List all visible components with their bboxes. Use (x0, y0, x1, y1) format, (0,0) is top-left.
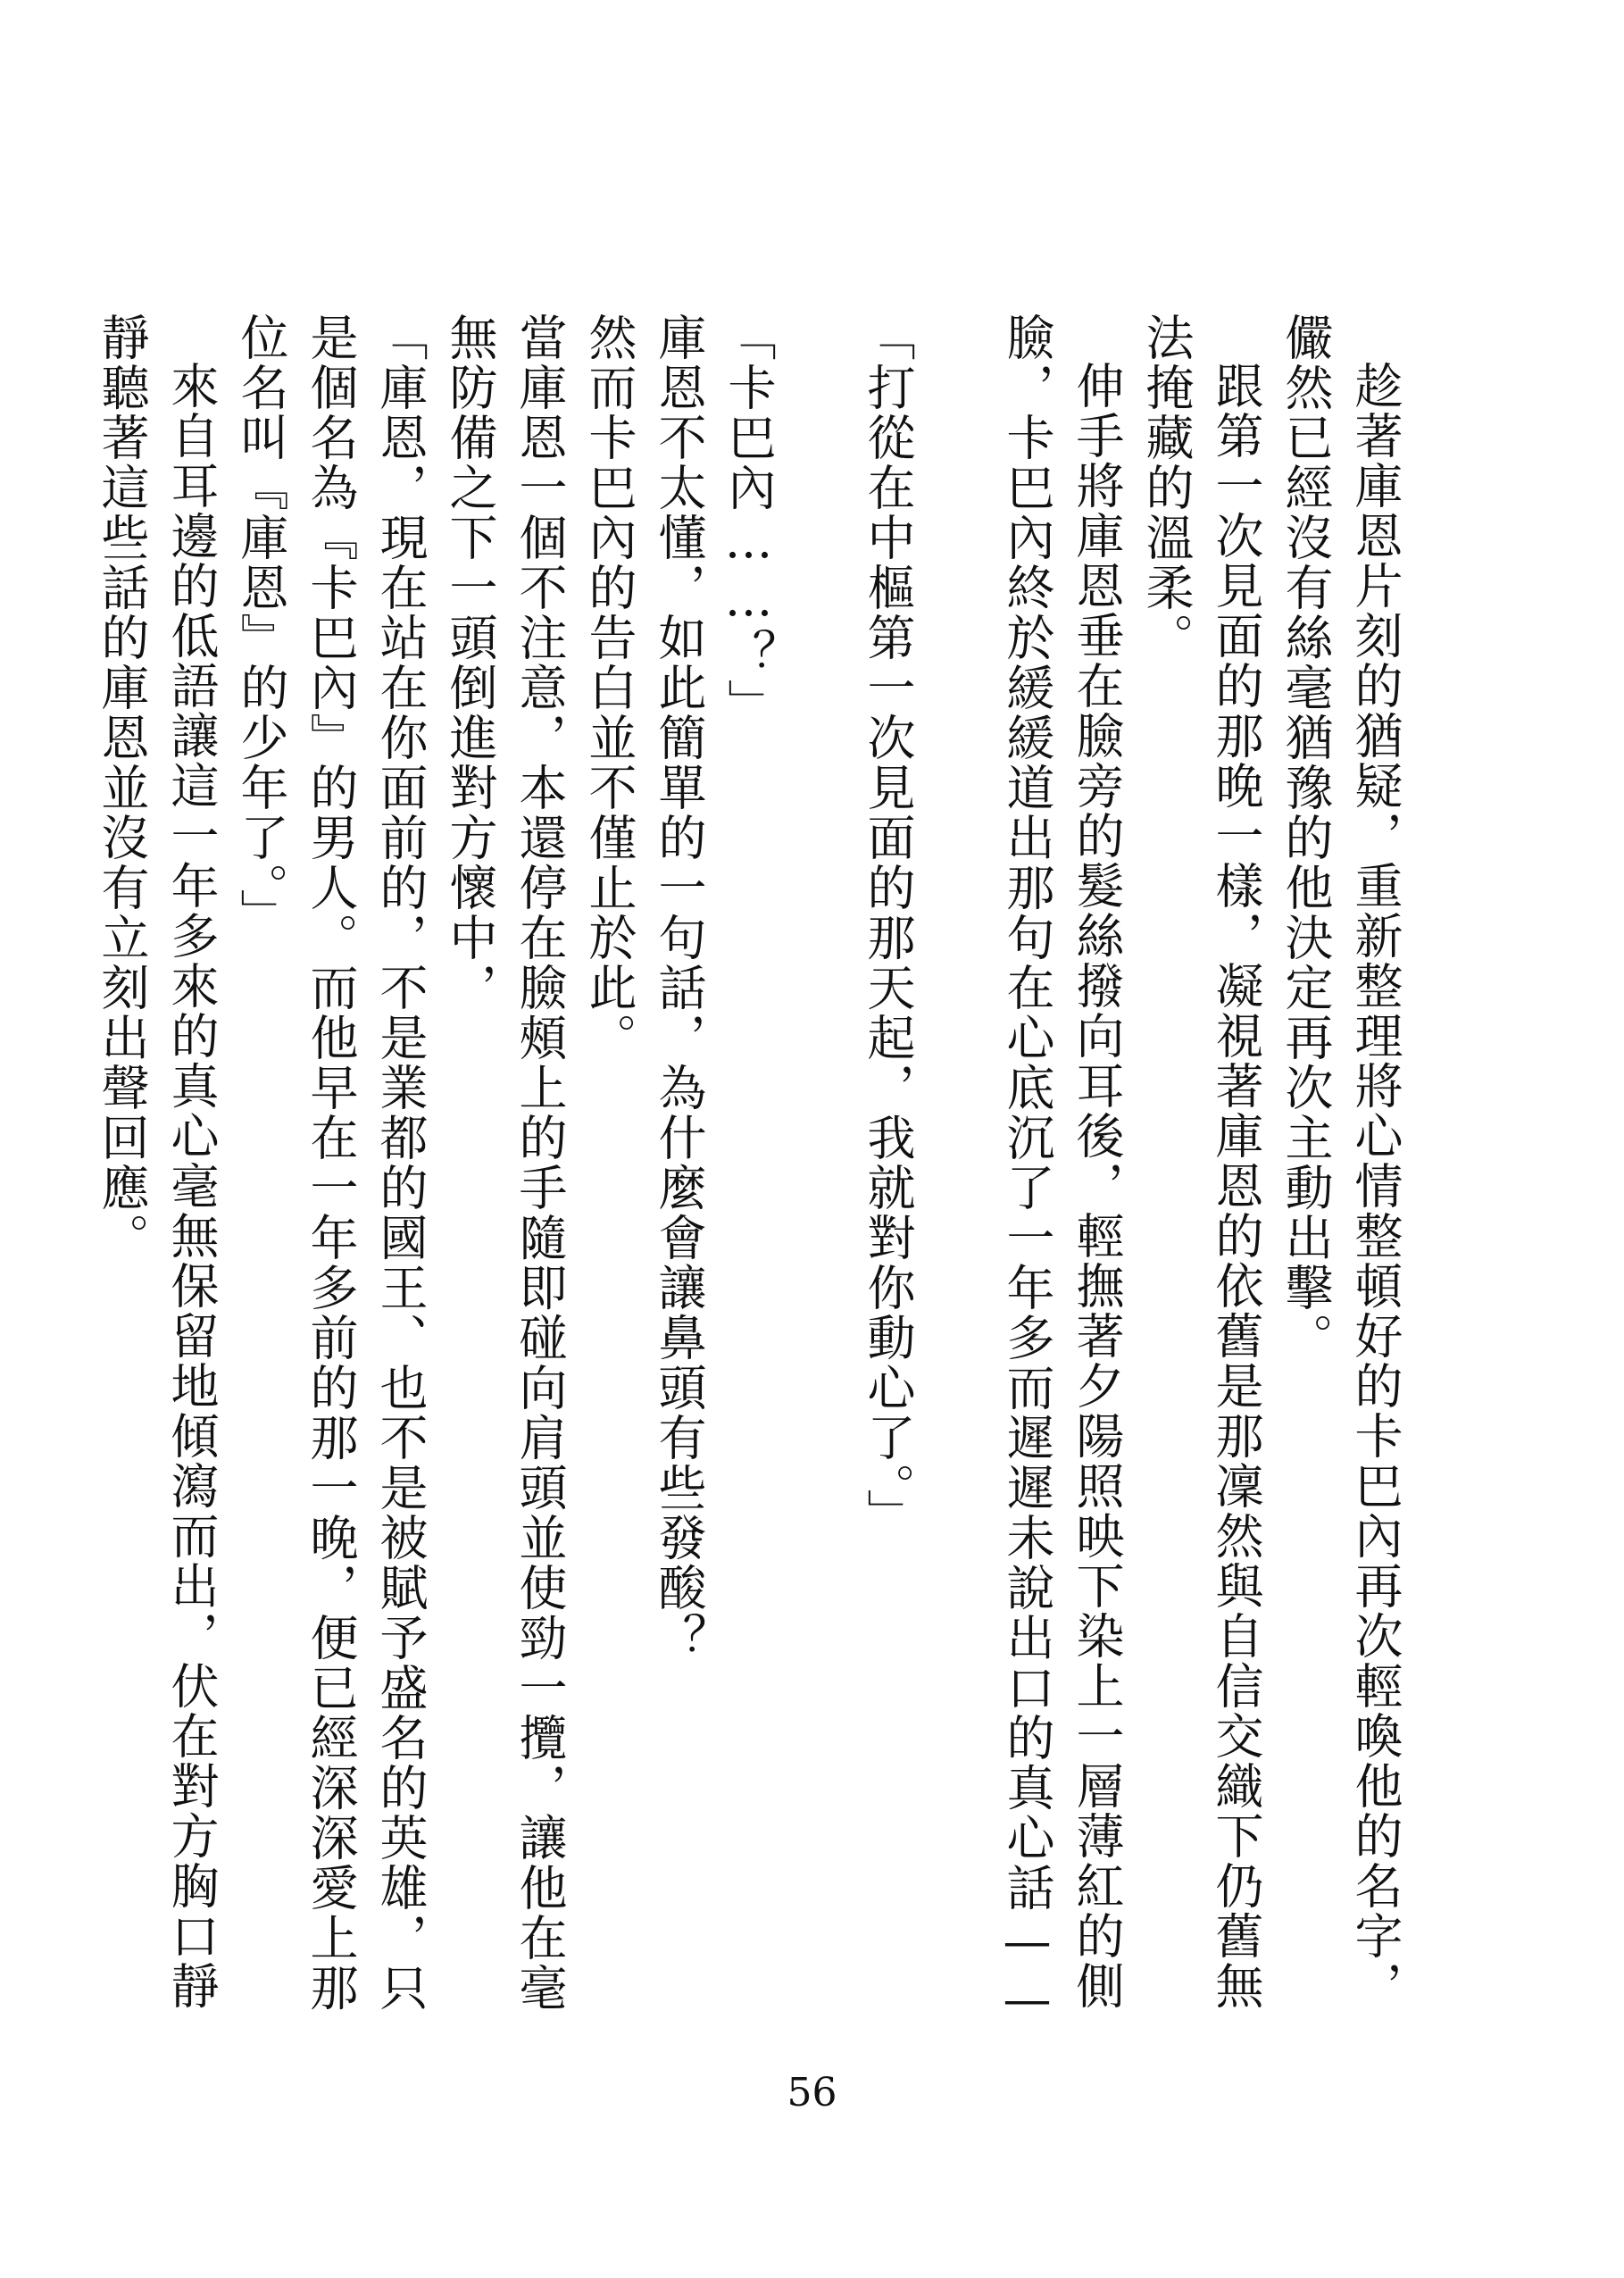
paragraph-9: 當庫恩一個不注意，本還停在臉頰上的手隨即碰向肩頭並使勁一攬，讓他在毫無防備之下一頭倒進對方懷中， (442, 313, 568, 2013)
paragraph-2: 跟第一次見面的那晚一樣，凝視著庫恩的依舊是那凜然與自信交織下仍舊無法掩藏的溫柔。 (1138, 313, 1264, 2011)
dialogue-kun-reply: 「卡巴內……？」 (720, 313, 777, 729)
paragraph-1: 趁著庫恩片刻的猶疑，重新整理將心情整頓好的卡巴內再次輕喚他的名字，儼然已經沒有絲毫猶豫的他決定再次主動出擊。 (1278, 313, 1403, 2011)
vertical-text-body (94, 313, 1410, 2054)
blank-line (783, 313, 853, 2054)
page-number: 56 (787, 2070, 837, 2115)
paragraph-12: 來自耳邊的低語讓這一年多來的真心毫無保留地傾瀉而出，伏在對方胸口靜靜聽著這些話的庫恩並沒有立刻出聲回應。 (94, 313, 220, 2011)
paragraph-7: 庫恩不太懂，如此簡單的一句話，為什麼會讓鼻頭有些發酸？ (651, 313, 707, 1663)
blank-line (922, 313, 992, 2054)
dialogue-confession: 「打從在中樞第一次見面的那天起，我就對你動心了。」 (860, 313, 916, 1539)
paragraph-8: 然而卡巴內的告白並不僅止於此。 (581, 313, 637, 1063)
dialogue-kabane-speech: 「庫恩，現在站在你面前的，不是業都的國王、也不是被賦予盛名的英雄，只是個名為『卡巴內』的男人。而他早在一年多前的那一晚，便已經深深愛上那位名叫『庫恩』的少年了。」 (233, 313, 429, 2013)
paragraph-3: 伸手將庫恩垂在臉旁的髮絲撥向耳後，輕撫著夕陽照映下染上一層薄紅的側臉，卡巴內終於緩緩道出那句在心底沉了一年多而遲遲未說出口的真心話—— (999, 313, 1125, 2029)
